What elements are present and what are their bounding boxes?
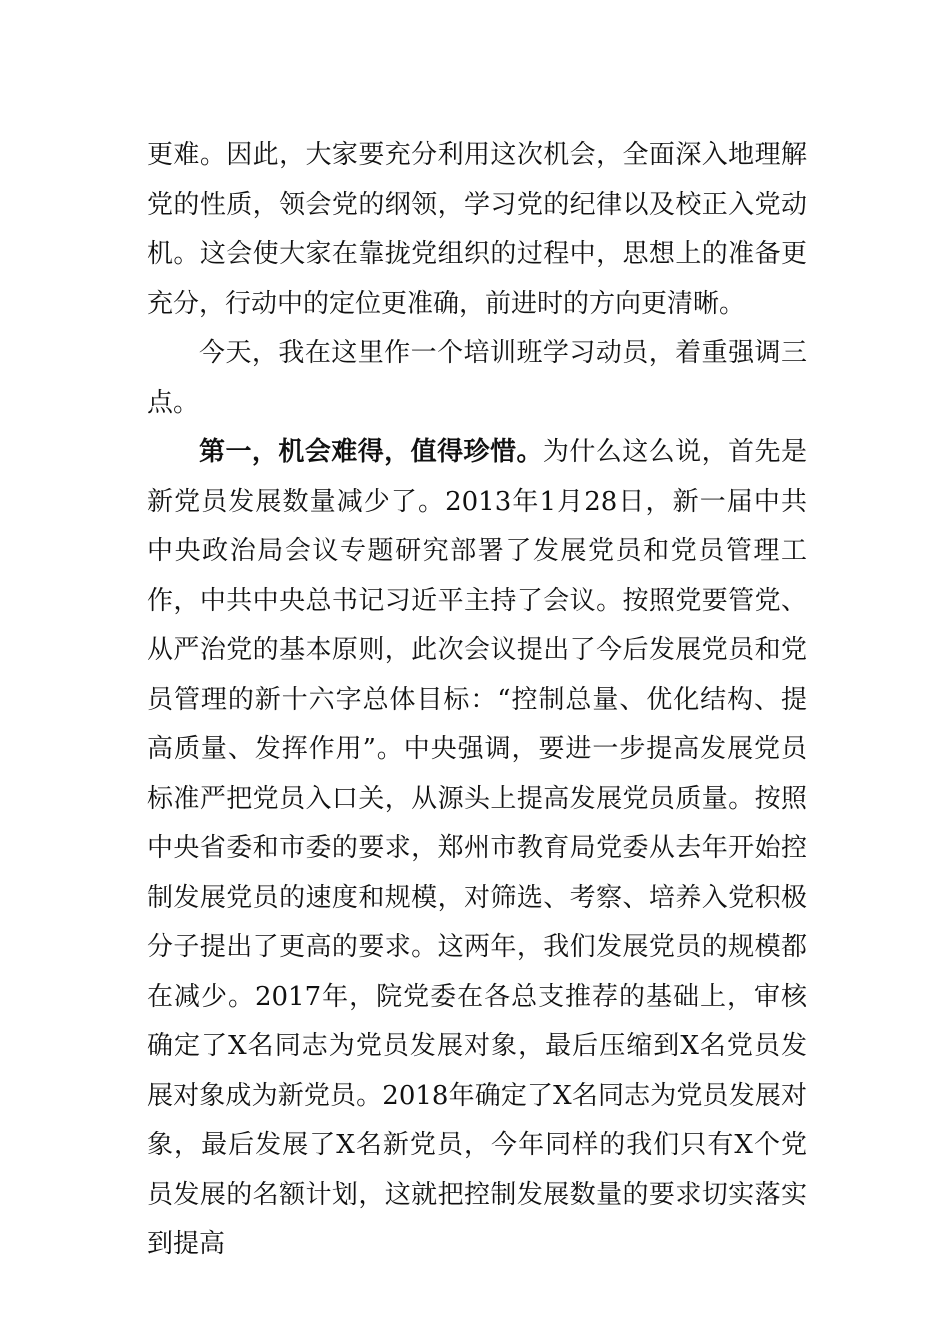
- document-body: [147, 131, 807, 1270]
- paragraph-point-one: [147, 428, 807, 1270]
- paragraph-lead-heading: 第一，机会难得，值得珍惜。: [199, 437, 543, 467]
- paragraph-text: 今天，我在这里作一个培训班学习动员，着重强调三点。: [147, 338, 807, 418]
- paragraph-text: 为什么这么说，首先是新党员发展数量减少了。2013年1月28日，新一届中共中央政治局会议专题研究部署了发展党员和党员管理工作，中共中央总书记习近平主持了会议。按照党要管党、从严治党的基本原则，此次会议提出了今后发展党员和党员管理的新十六字总体目标：“控制总量、优化结构、提高质量、发挥作用”。中央强调，要进一步提高发展党员标准严把党员入口关，从源头上提高发展党员质量。按照中央省委和市委的要求，郑州市教育局党委从去年开始控制发展党员的速度和规模，对筛选、考察、培养入党积极分子提出了更高的要求。这两年，我们发展党员的规模都在减少。2017年，院党委在各总支推荐的基础上，审核确定了X名同志为党员发展对象，最后压缩到X名党员发展对象成为新党员。2018年确定了X名同志为党员发展对象，最后发展了X名新党员，今年同样的我们只有X个党员发展的名额计划，这就把控制发展数量的要求切实落实到提高: [147, 437, 807, 1259]
- paragraph-text: 更难。因此，大家要充分利用这次机会，全面深入地理解党的性质，领会党的纲领，学习党的纪律以及校正入党动机。这会使大家在靠拢党组织的过程中，思想上的准备更充分，行动中的定位更准确，前进时的方向更清晰。: [147, 140, 807, 319]
- paragraph-intro: [147, 329, 807, 428]
- paragraph-continuation: [147, 131, 807, 329]
